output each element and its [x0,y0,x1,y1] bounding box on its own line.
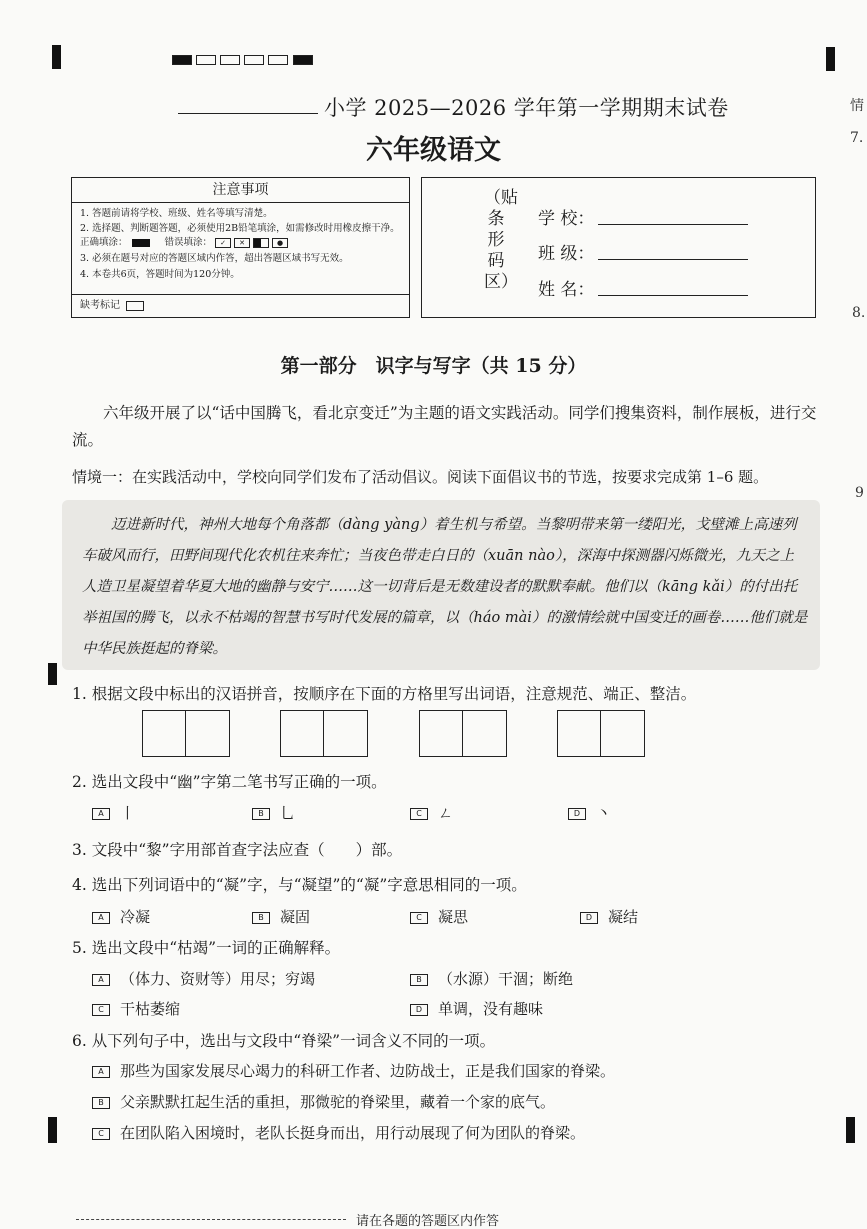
option-letter-box[interactable]: D [410,1004,428,1016]
question-2: 2. 选出文段中“幽”字第二笔书写正确的一项。 [72,773,387,791]
option-text: 在团队陷入困境时，老队长挺身而出，用行动展现了何为团队的脊梁。 [120,1124,586,1142]
option-letter-box[interactable]: C [92,1128,110,1140]
barcode-area: （贴条形码区） [484,188,518,292]
question-6: 6. 从下列句子中，选出与文段中“脊梁”一词含义不同的一项。 [72,1032,496,1050]
exam-title: 小学 2025—2026 学年第一学期期末试卷 [324,96,729,120]
option-letter-box[interactable]: A [92,912,110,924]
q4-option-d[interactable] [580,906,638,927]
question-4: 4. 选出下列词语中的“凝”字，与“凝望”的“凝”字意思相同的一项。 [72,876,527,894]
option-text: 干枯萎缩 [120,1000,181,1018]
timing-mark [172,55,192,65]
edge-fragment: 9 [855,485,864,501]
timing-mark [293,55,313,65]
q5-option-a[interactable] [92,968,315,989]
option-text: （体力、资财等）用尽；穷竭 [120,970,316,988]
question-1: 1. 根据文段中标出的汉语拼音，按顺序在下面的方格里写出词语，注意规范、端正、整洁。 [72,685,697,703]
q5-option-b[interactable] [410,968,573,989]
school-name-blank[interactable] [178,113,318,114]
grid-cell[interactable] [143,711,186,756]
alignment-mark-mid-left [48,663,57,685]
wrong-fill-dot-icon: ● [272,238,288,248]
notice-line: 3. 必须在题号对应的答题区域内作答，超出答题区域书写无效。 [80,253,349,264]
option-letter-box[interactable]: C [92,1004,110,1016]
grid-cell[interactable] [186,711,229,756]
question-5: 5. 选出文段中“枯竭”一词的正确解释。 [72,939,341,957]
q2-option-c[interactable] [410,802,453,823]
grid-cell[interactable] [558,711,601,756]
absent-mark-label: 缺考标记 [80,300,120,311]
option-text: 那些为国家发展尽心竭力的科研工作者、边防战士，正是我们国家的脊梁。 [120,1062,616,1080]
class-field-label: 班 级： [538,244,595,264]
option-letter-box[interactable]: C [410,808,428,820]
notice-fill-demo [80,235,401,251]
option-letter-box[interactable]: A [92,1066,110,1078]
option-letter-box[interactable]: C [410,912,428,924]
wrong-fill-cross-icon: ✕ [234,238,250,248]
wrong-fill-check-icon: ✓ [215,238,231,248]
option-letter-box[interactable]: B [92,1097,110,1109]
student-info-box [421,177,816,318]
option-text: 冷凝 [120,908,151,926]
intro-paragraph: 六年级开展了以“话中国腾飞，看北京变迁”为主题的语文实践活动。同学们搜集资料，制作展板，进行交流。 [72,404,817,449]
school-field[interactable] [598,224,748,225]
q4-option-c[interactable] [410,906,468,927]
exam-subject: 六年级语文 [366,135,501,166]
option-letter-box[interactable]: D [580,912,598,924]
q5-option-d[interactable] [410,998,543,1019]
name-field-label: 姓 名： [538,280,595,300]
wrong-fill-label: 错误填涂： [164,237,213,248]
grid-cell[interactable] [463,711,506,756]
option-letter-box[interactable]: B [252,912,270,924]
footer-dashed-line [76,1219,346,1220]
timing-mark [196,55,216,65]
option-text: 父亲默默扛起生活的重担，那微驼的脊梁里，藏着一个家的底气。 [120,1093,556,1111]
passage-text: 迈进新时代，神州大地每个角落都（dàng yàng）着生机与希望。当黎明带来第一缕阳光，戈壁滩上高速列车破风而行，田野间现代化农机往来奔忙；当夜色带走白日的（xuān nào），深海中探测器闪烁微光，九天之上人造卫星凝望着华夏大地的幽静与安宁……这一切背后是无数建设者的默默奉献。他们以（kāng kǎi）的付出托举祖国的腾飞，以永不枯竭的智慧书写时代发展的篇章，以（háo mài）的激情绘就中国变迁的画卷……他们就是中华民族挺起的脊梁。 [82,517,808,657]
answer-grid-4[interactable] [557,710,645,757]
q6-option-a[interactable] [92,1060,615,1081]
class-field[interactable] [598,259,748,260]
option-text: 凝结 [608,908,639,926]
q4-option-b[interactable] [252,906,310,927]
option-letter-box[interactable]: A [92,974,110,986]
q2-option-b[interactable] [252,802,295,823]
q4-option-a[interactable] [92,906,150,927]
q6-option-c[interactable] [92,1122,585,1143]
timing-mark [220,55,240,65]
grid-cell[interactable] [601,711,644,756]
option-letter-box[interactable]: B [410,974,428,986]
scenario-text: 情境一：在实践活动中，学校向同学们发布了活动倡议。阅读下面倡议书的节选，按要求完成第 1–6 题。 [72,468,769,486]
footer-instruction: 请在各题的答题区内作答 [356,1214,500,1229]
grid-cell[interactable] [324,711,367,756]
absent-mark-checkbox[interactable] [126,301,144,311]
absent-mark-row [72,294,409,317]
alignment-mark-bottom-right [846,1117,855,1143]
edge-fragment: 情 [850,98,864,114]
option-text: 乚 [280,804,296,822]
q6-option-b[interactable] [92,1091,555,1112]
alignment-mark-top-left [52,45,61,69]
notice-line: 1. 答题前请将学校、班级、姓名等填写清楚。 [80,208,273,219]
name-field[interactable] [598,295,748,296]
question-3: 3. 文段中“黎”字用部首查字法应查（ ）部。 [72,841,403,859]
grid-cell[interactable] [420,711,463,756]
option-text: 丶 [596,804,612,822]
q5-option-c[interactable] [92,998,180,1019]
timing-mark [244,55,264,65]
option-letter-box[interactable]: B [252,808,270,820]
option-text: ㄥ [438,804,454,822]
alignment-mark-bottom-left [48,1117,57,1143]
option-text: （水源）干涸；断绝 [438,970,574,988]
q2-option-a[interactable] [92,802,135,823]
alignment-mark-top-right [826,47,835,71]
section-title: 第一部分 识字与写字（共 15 分） [280,355,587,377]
edge-fragment: 8. [852,305,866,321]
option-text: 单调，没有趣味 [438,1000,544,1018]
answer-grid-2[interactable] [280,710,368,757]
notice-title: 注意事项 [72,178,409,203]
q2-option-d[interactable] [568,802,611,823]
option-letter-box[interactable]: A [92,808,110,820]
option-text: 凝固 [280,908,311,926]
notice-box [71,177,410,318]
option-text: 凝思 [438,908,469,926]
grid-cell[interactable] [281,711,324,756]
correct-fill-sample [132,239,150,247]
notice-line: 4. 本卷共6页，答题时间为120分钟。 [80,269,240,280]
option-letter-box[interactable]: D [568,808,586,820]
answer-grid-3[interactable] [419,710,507,757]
edge-fragment: 7. [850,130,864,146]
notice-line: 2. 选择题、判断题答题，必须使用2B铅笔填涂，如需修改时用橡皮擦干净。 [80,223,400,234]
option-text: 丨 [120,804,136,822]
correct-fill-label: 正确填涂： [80,237,128,248]
timing-mark [268,55,288,65]
wrong-fill-half-icon [253,238,269,248]
school-field-label: 学 校： [538,209,595,229]
notice-body [72,203,409,286]
passage-box [62,500,820,670]
answer-grid-1[interactable] [142,710,230,757]
